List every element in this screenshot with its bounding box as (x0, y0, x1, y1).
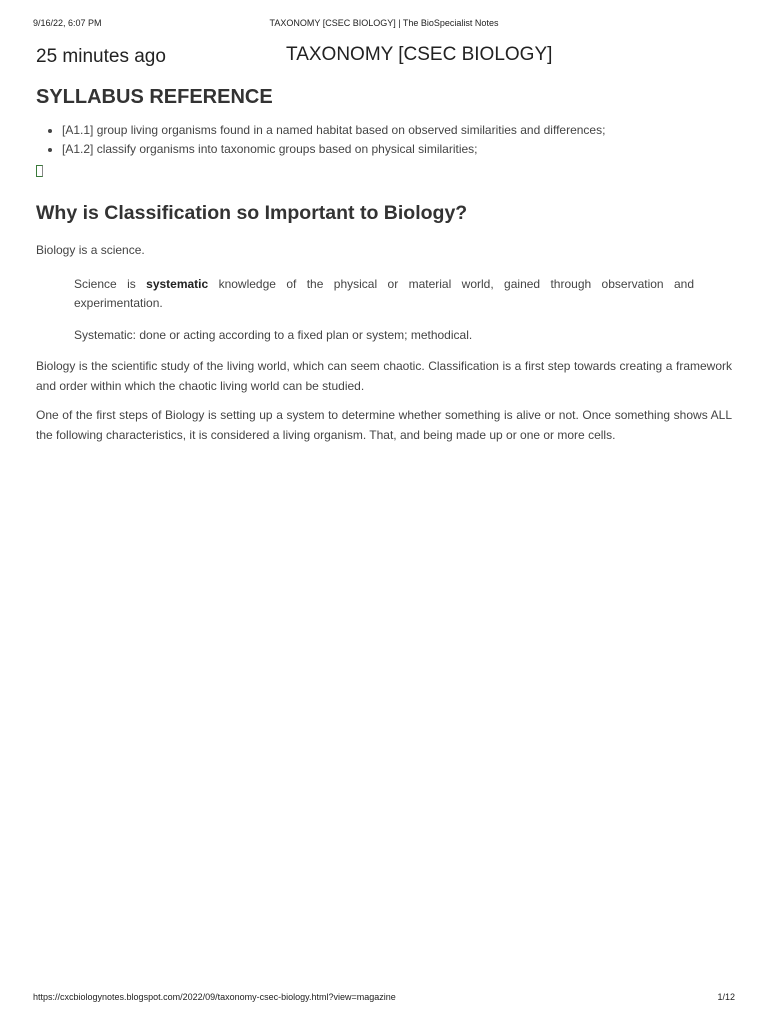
systematic-definition: Systematic: done or acting according to a fixed plan or system; methodical. (74, 327, 473, 342)
post-body (36, 86, 732, 455)
syllabus-item: • [A1.1] group living organisms found in a named habitat based on observed similarities and differences; (62, 121, 732, 140)
print-url: https://cxcbiologynotes.blogspot.com/2022/09/taxonomy-csec-biology.html?view=magazine (33, 992, 396, 1002)
print-date: 9/16/22, 6:07 PM (33, 18, 102, 28)
paragraph-living-organism: One of the first steps of Biology is setting up a system to determine whether something is alive or not. Once something shows ALL the following characteristics, it is considered a living organism. That, and being made up or one or more cells. (36, 408, 732, 442)
science-definition (74, 275, 694, 314)
definition-quote (74, 275, 694, 346)
post-time-ago: 25 minutes ago (36, 46, 166, 67)
syllabus-heading: SYLLABUS REFERENCE (36, 86, 273, 108)
broken-image-icon (36, 165, 43, 177)
section-heading: Why is Classification so Important to Biology? (36, 202, 468, 224)
post-title: TAXONOMY [CSEC BIOLOGY] (286, 44, 553, 65)
syllabus-item: • [A1.2] classify organisms into taxonomic groups based on physical similarities; (62, 140, 732, 159)
section-intro: Biology is a science. (36, 243, 145, 257)
paragraph-classification: Biology is the scientific study of the living world, which can seem chaotic. Classification is a first step towards creating a framework and order within which the chaotic living world can be studied. (36, 359, 732, 393)
science-def-post: knowledge of the physical or material world, gained through observation and experimentation. (74, 276, 695, 310)
print-footer (33, 992, 735, 1006)
science-def-pre: Science is (74, 276, 147, 291)
post-meta (36, 44, 732, 74)
print-header (33, 18, 735, 32)
print-doc-title: TAXONOMY [CSEC BIOLOGY] | The BioSpecialist Notes (269, 18, 499, 28)
syllabus-list (36, 121, 732, 159)
page-number: 1/12 (717, 992, 735, 1002)
science-def-bold: systematic (146, 276, 209, 291)
